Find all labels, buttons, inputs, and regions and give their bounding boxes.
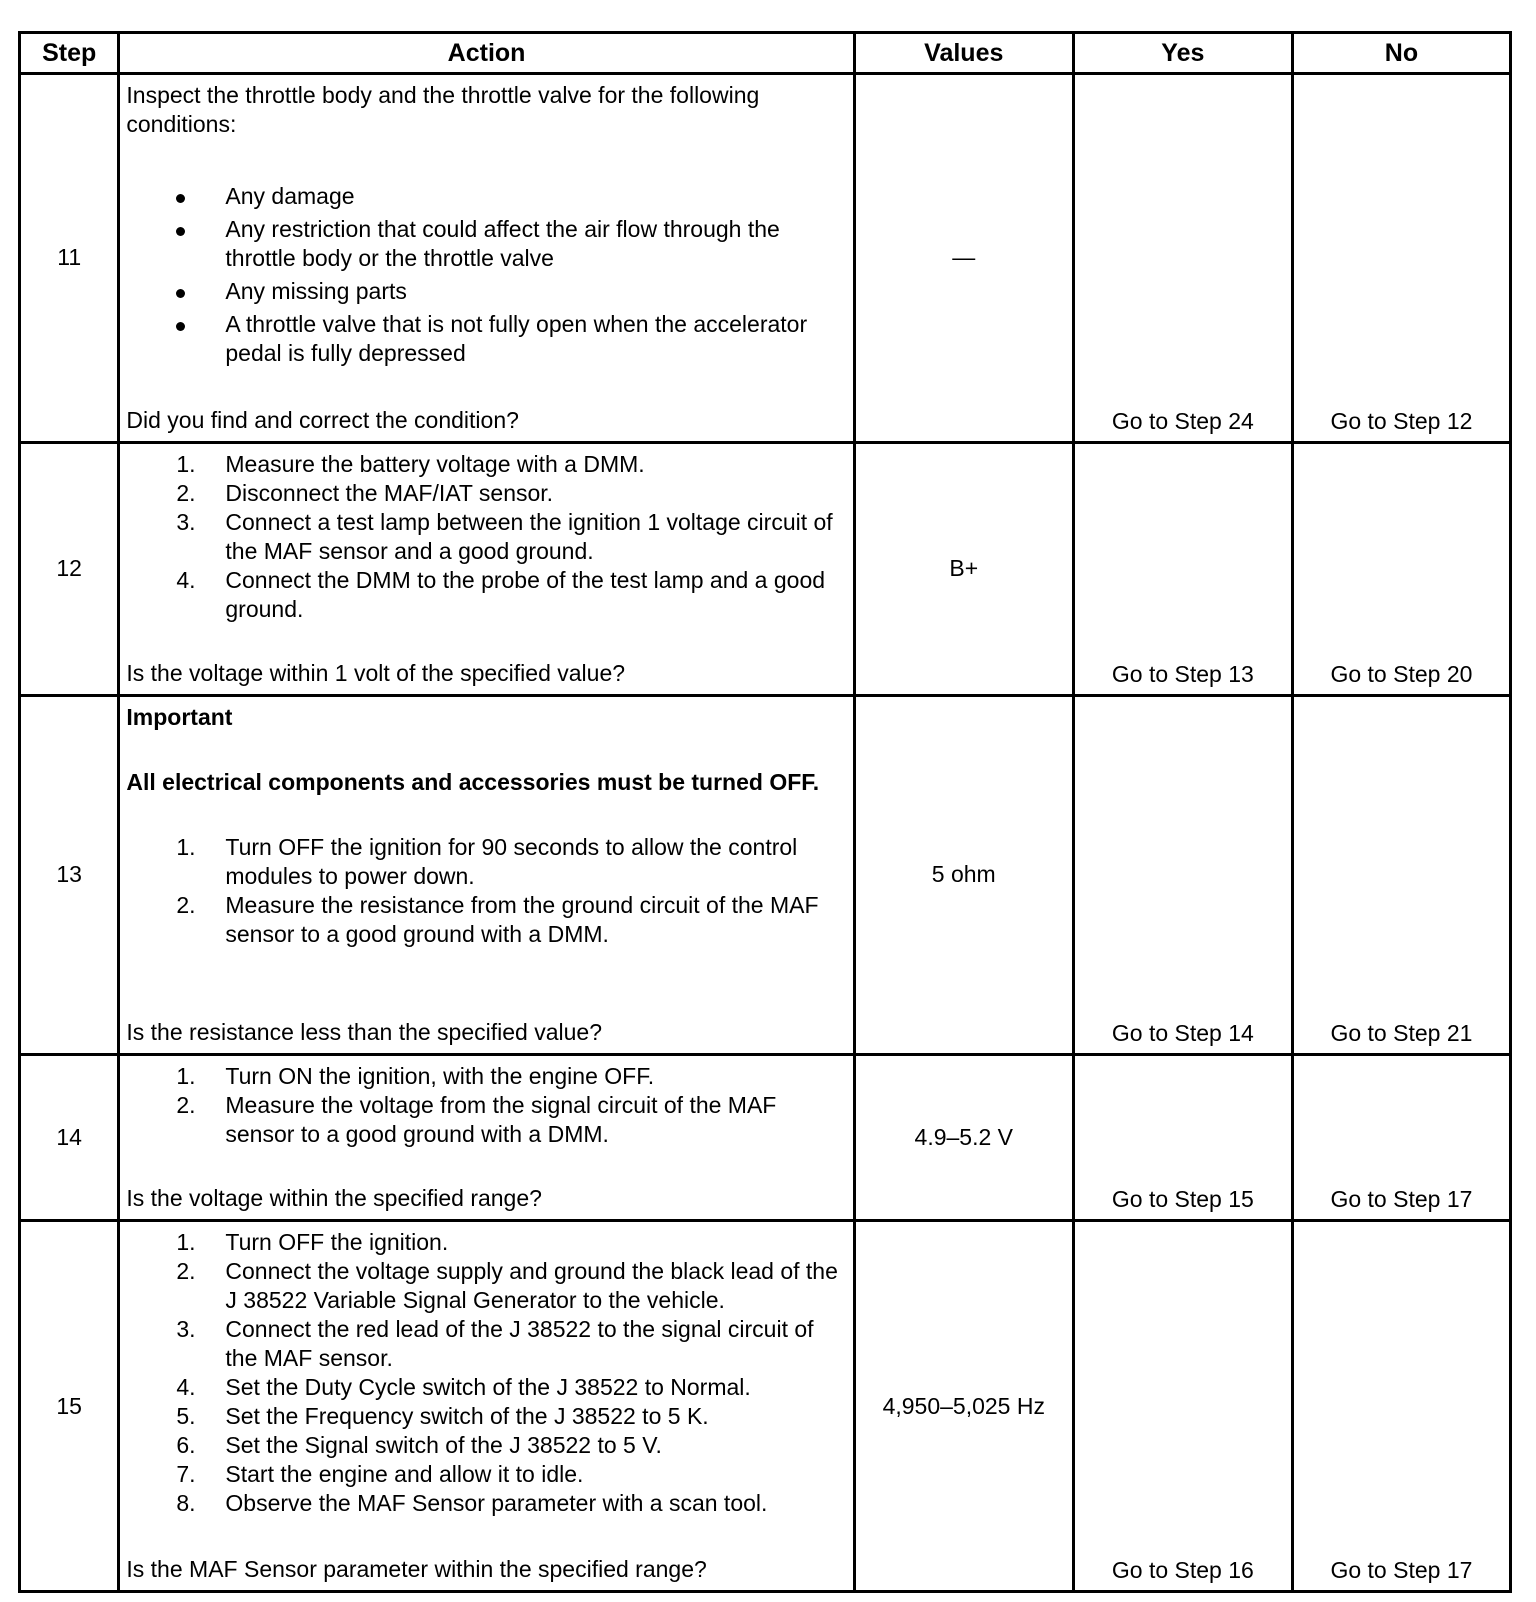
value-cell: 4,950–5,025 Hz xyxy=(854,1221,1073,1592)
bullet-icon xyxy=(176,289,185,298)
action-question: Is the MAF Sensor parameter within the specified range? xyxy=(126,1556,707,1582)
important-text: All electrical components and accessories must be turned OFF. xyxy=(126,768,820,795)
table-row-step-13 xyxy=(20,695,1511,1055)
no-cell xyxy=(1292,695,1510,1055)
value-cell: 4.9–5.2 V xyxy=(854,1055,1073,1221)
value-cell: B+ xyxy=(854,442,1073,695)
list-item: 3. Connect a test lamp between the ignition 1 voltage circuit of the MAF sensor and a good ground. xyxy=(176,508,833,564)
no-cell xyxy=(1292,1221,1510,1592)
list-item: 8. Observe the MAF Sensor parameter with a scan tool. xyxy=(176,1490,768,1517)
header-action: Action xyxy=(119,33,854,74)
yes-cell xyxy=(1073,74,1292,443)
table-row-step-12 xyxy=(20,442,1511,695)
value-cell: — xyxy=(854,74,1073,443)
yes-cell xyxy=(1073,1055,1292,1221)
step-number: 15 xyxy=(20,1221,119,1592)
procedure-list xyxy=(126,1228,846,1518)
list-item: Any damage xyxy=(126,182,846,211)
list-item: 6. Set the Signal switch of the J 38522 to 5 V. xyxy=(176,1432,662,1459)
list-item: 5. Set the Frequency switch of the J 38522 to 5 K. xyxy=(176,1403,709,1430)
step-number: 12 xyxy=(20,442,119,695)
action-cell xyxy=(119,74,854,443)
header-step: Step xyxy=(20,33,119,74)
yes-cell xyxy=(1073,442,1292,695)
list-item: 2. Measure the resistance from the ground circuit of the MAF sensor to a good ground with a DMM. xyxy=(176,891,819,947)
list-item: Any restriction that could affect the air flow through the throttle body or the throttle valve xyxy=(126,215,846,273)
yes-link: Go to Step 24 xyxy=(1111,407,1254,434)
table-row-step-15 xyxy=(20,1221,1511,1592)
table-row-step-14 xyxy=(20,1055,1511,1221)
header-no: No xyxy=(1292,33,1510,74)
yes-cell xyxy=(1073,1221,1292,1592)
action-cell xyxy=(119,1221,854,1592)
list-item: 7. Start the engine and allow it to idle. xyxy=(176,1461,584,1488)
list-item: 2. Disconnect the MAF/IAT sensor. xyxy=(176,479,554,506)
header-row xyxy=(20,33,1511,74)
value-cell: 5 ohm xyxy=(854,695,1073,1055)
procedure-list xyxy=(126,450,846,624)
procedure-list xyxy=(126,1062,846,1149)
step-number: 11 xyxy=(20,74,119,443)
no-cell xyxy=(1292,74,1510,443)
important-title: Important xyxy=(126,703,233,730)
diagnostic-table xyxy=(18,31,1512,1593)
yes-link: Go to Step 14 xyxy=(1111,1020,1254,1047)
list-item: 1. Measure the battery voltage with a DMM. xyxy=(176,450,645,477)
header-yes: Yes xyxy=(1073,33,1292,74)
action-question: Is the resistance less than the specified value? xyxy=(126,1019,603,1046)
action-question: Is the voltage within 1 volt of the specified value? xyxy=(126,659,626,686)
action-cell xyxy=(119,1055,854,1221)
step-number: 14 xyxy=(20,1055,119,1221)
yes-link: Go to Step 15 xyxy=(1111,1186,1254,1213)
list-item: 1. Turn OFF the ignition for 90 seconds to allow the control modules to power down. xyxy=(176,833,798,889)
no-link: Go to Step 20 xyxy=(1330,660,1473,687)
list-item: 1. Turn OFF the ignition. xyxy=(176,1229,449,1256)
list-item: 4. Connect the DMM to the probe of the test lamp and a good ground. xyxy=(176,566,826,622)
bullet-icon xyxy=(176,194,185,203)
list-item: 2. Connect the voltage supply and ground the black lead of the J 38522 Variable Signal Generator to the vehicle. xyxy=(176,1258,838,1314)
condition-list xyxy=(126,182,846,368)
list-item: 2. Measure the voltage from the signal circuit of the MAF sensor to a good ground with a DMM. xyxy=(176,1092,777,1148)
yes-link: Go to Step 16 xyxy=(1111,1557,1254,1583)
list-item: 4. Set the Duty Cycle switch of the J 38522 to Normal. xyxy=(176,1374,751,1401)
list-item: Any missing parts xyxy=(126,277,846,306)
yes-cell xyxy=(1073,695,1292,1055)
no-link: Go to Step 17 xyxy=(1330,1557,1473,1583)
action-intro: Inspect the throttle body and the throttle valve for the following conditions: xyxy=(126,82,760,137)
action-cell xyxy=(119,695,854,1055)
action-cell xyxy=(119,442,854,695)
no-link: Go to Step 21 xyxy=(1330,1020,1473,1047)
list-item: 3. Connect the red lead of the J 38522 to the signal circuit of the MAF sensor. xyxy=(176,1316,814,1372)
header-values: Values xyxy=(854,33,1073,74)
no-link: Go to Step 12 xyxy=(1330,407,1473,434)
procedure-list xyxy=(126,833,846,949)
table-row-step-11 xyxy=(20,74,1511,443)
action-question: Is the voltage within the specified range? xyxy=(126,1185,542,1212)
step-number: 13 xyxy=(20,695,119,1055)
no-cell xyxy=(1292,442,1510,695)
no-cell xyxy=(1292,1055,1510,1221)
bullet-icon xyxy=(176,227,185,236)
bullet-icon xyxy=(176,322,185,331)
no-link: Go to Step 17 xyxy=(1330,1186,1473,1213)
yes-link: Go to Step 13 xyxy=(1111,660,1254,687)
list-item: A throttle valve that is not fully open when the accelerator pedal is fully depressed xyxy=(126,310,846,368)
list-item: 1. Turn ON the ignition, with the engine OFF. xyxy=(176,1063,655,1090)
action-question: Did you find and correct the condition? xyxy=(126,406,519,433)
